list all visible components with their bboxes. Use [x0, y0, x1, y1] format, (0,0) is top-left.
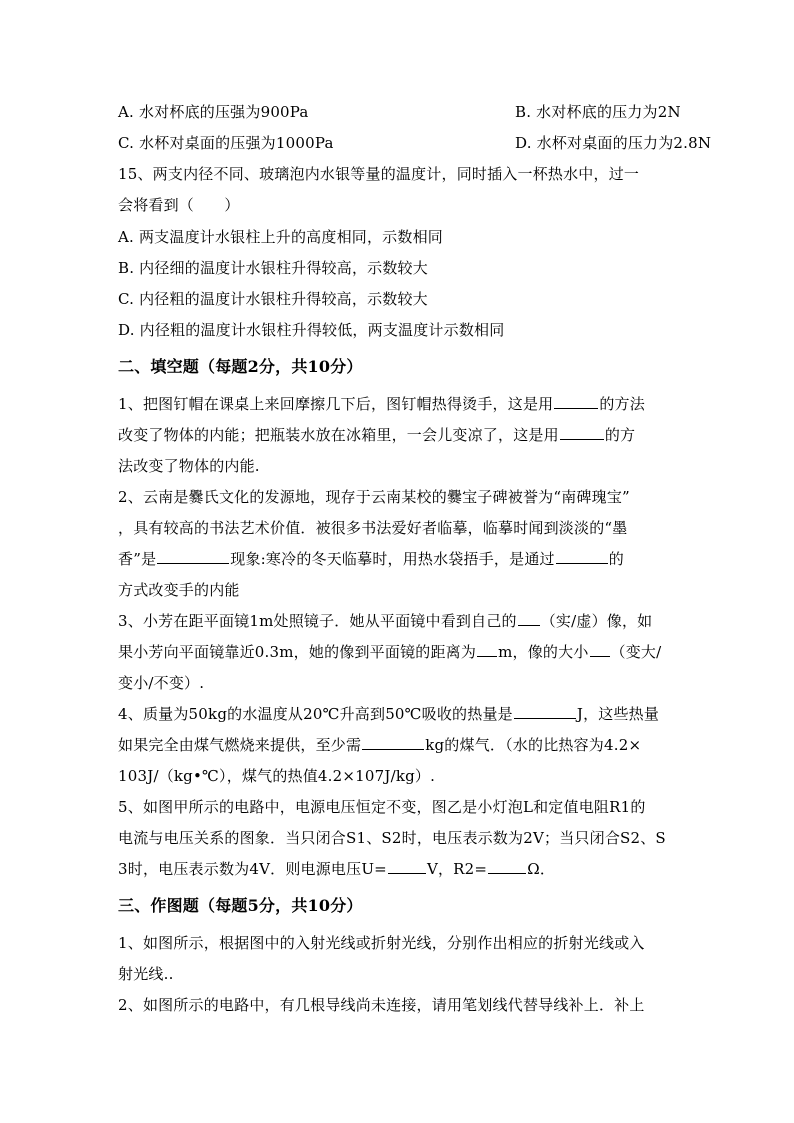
s3-q1-line-2: 射光线..: [118, 965, 174, 983]
answer-blank[interactable]: [590, 642, 610, 657]
q15-option-d: D. 内径粗的温度计水银柱升得较低，两支温度计示数相同: [118, 321, 505, 339]
s2-q4-text: 如果完全由煤气燃烧来提供，至少需: [118, 736, 362, 754]
s2-q4-line-3: 103J/（kg•℃），煤气的热值4.2×107J/kg）.: [118, 767, 436, 785]
q15-option-a: A. 两支温度计水银柱上升的高度相同，示数相同: [118, 228, 443, 246]
s2-q2-line-1: 2、云南是爨氏文化的发源地，现存于云南某校的爨宝子碑被誉为“南碑瑰宝”: [118, 488, 630, 506]
s2-q4-line-2: [118, 735, 641, 755]
s3-q2-line-1: 2、如图所示的电路中，有几根导线尚未连接，请用笔划线代替导线补上．补上: [118, 996, 645, 1014]
s2-q1-text: 改变了物体的内能；把瓶装水放在冰箱里，一会儿变凉了，这是用: [118, 426, 559, 444]
s2-q2-line-4: 方式改变手的内能: [118, 581, 240, 599]
s2-q3-line-3: 变小/不变）.: [118, 674, 205, 692]
section-2-heading: 二、填空题（每题2分，共10分）: [118, 357, 363, 376]
answer-blank[interactable]: [560, 425, 604, 440]
s2-q5-line-2: 电流与电压关系的图象．当只闭合S1、S2时，电压表示数为2V；当只闭合S2、S: [118, 829, 666, 847]
s2-q3-line-1: [118, 611, 652, 631]
answer-blank[interactable]: [157, 549, 229, 564]
q15-option-c: C. 内径粗的温度计水银柱升得较高，示数较大: [118, 290, 428, 308]
q14-option-d: D. 水杯对桌面的压力为2.8N: [515, 134, 712, 152]
s2-q2-text: 香”是: [118, 550, 157, 568]
q15-option-b: B. 内径细的温度计水银柱升得较高，示数较大: [118, 259, 428, 277]
s3-q1-line-1: 1、如图所示，根据图中的入射光线或折射光线，分别作出相应的折射光线或入: [118, 934, 645, 952]
q14-option-b: B. 水对杯底的压力为2N: [515, 103, 681, 121]
s2-q1-text: 1、把图钉帽在课桌上来回摩擦几下后，图钉帽热得烫手，这是用: [118, 395, 554, 413]
s2-q1-text: 的方法: [599, 395, 645, 413]
answer-blank[interactable]: [514, 704, 576, 719]
s2-q3-text: （实/虚）像，如: [540, 612, 653, 630]
s2-q3-text: 果小芳向平面镜靠近0.3m，她的像到平面镜的距离为: [118, 643, 477, 661]
s2-q5-text: Ω．: [527, 860, 556, 878]
answer-blank[interactable]: [362, 735, 424, 750]
answer-blank[interactable]: [554, 394, 598, 409]
q14-option-row-2: [118, 133, 712, 153]
s2-q4-text: J，这些热量: [576, 705, 660, 723]
s2-q3-text: m，像的大小: [498, 643, 589, 661]
s2-q3-line-2: [118, 642, 661, 662]
s2-q5-text: V，R2=: [426, 860, 488, 878]
s2-q4-line-1: [118, 704, 659, 724]
q14-option-row-1: [118, 102, 681, 122]
s2-q1-line-1: [118, 394, 645, 414]
answer-blank[interactable]: [488, 859, 526, 874]
s2-q2-text: 的: [608, 550, 624, 568]
s2-q4-text: kg的煤气．（水的比热容为4.2×: [425, 736, 642, 754]
section-3-heading: 三、作图题（每题5分，共10分）: [118, 896, 363, 915]
answer-blank[interactable]: [477, 642, 497, 657]
s2-q3-text: （变大/: [610, 643, 662, 661]
s2-q5-line-3: [118, 859, 555, 879]
s2-q2-text: 现象:寒冷的冬天临摹时，用热水袋捂手，是通过: [230, 550, 555, 568]
s2-q5-line-1: 5、如图甲所示的电路中，电源电压恒定不变，图乙是小灯泡L和定值电阻R1的: [118, 798, 646, 816]
q15-stem-line-2: 会将看到（ ）: [118, 196, 240, 214]
s2-q1-text: 的方: [604, 426, 636, 444]
q15-stem-line-1: 15、两支内径不同、玻璃泡内水银等量的温度计，同时插入一杯热水中，过一: [118, 165, 640, 183]
s2-q2-line-3: [118, 549, 624, 569]
s2-q2-line-2: ，具有较高的书法艺术价值．被很多书法爱好者临摹，临摹时闻到淡淡的“墨: [118, 519, 628, 537]
q14-option-a: A. 水对杯底的压强为900Pa: [118, 103, 309, 121]
answer-blank[interactable]: [518, 611, 540, 626]
answer-blank[interactable]: [388, 859, 426, 874]
s2-q5-text: 3时，电压表示数为4V．则电源电压U=: [118, 860, 387, 878]
s2-q3-text: 3、小芳在距平面镜1m处照镜子．她从平面镜中看到自己的: [118, 612, 517, 630]
s2-q1-line-3: 法改变了物体的内能.: [118, 457, 260, 475]
answer-blank[interactable]: [556, 549, 608, 564]
s2-q1-line-2: [118, 425, 635, 445]
s2-q4-text: 4、质量为50kg的水温度从20℃升高到50℃吸收的热量是: [118, 705, 513, 723]
q14-option-c: C. 水杯对桌面的压强为1000Pa: [118, 134, 334, 152]
